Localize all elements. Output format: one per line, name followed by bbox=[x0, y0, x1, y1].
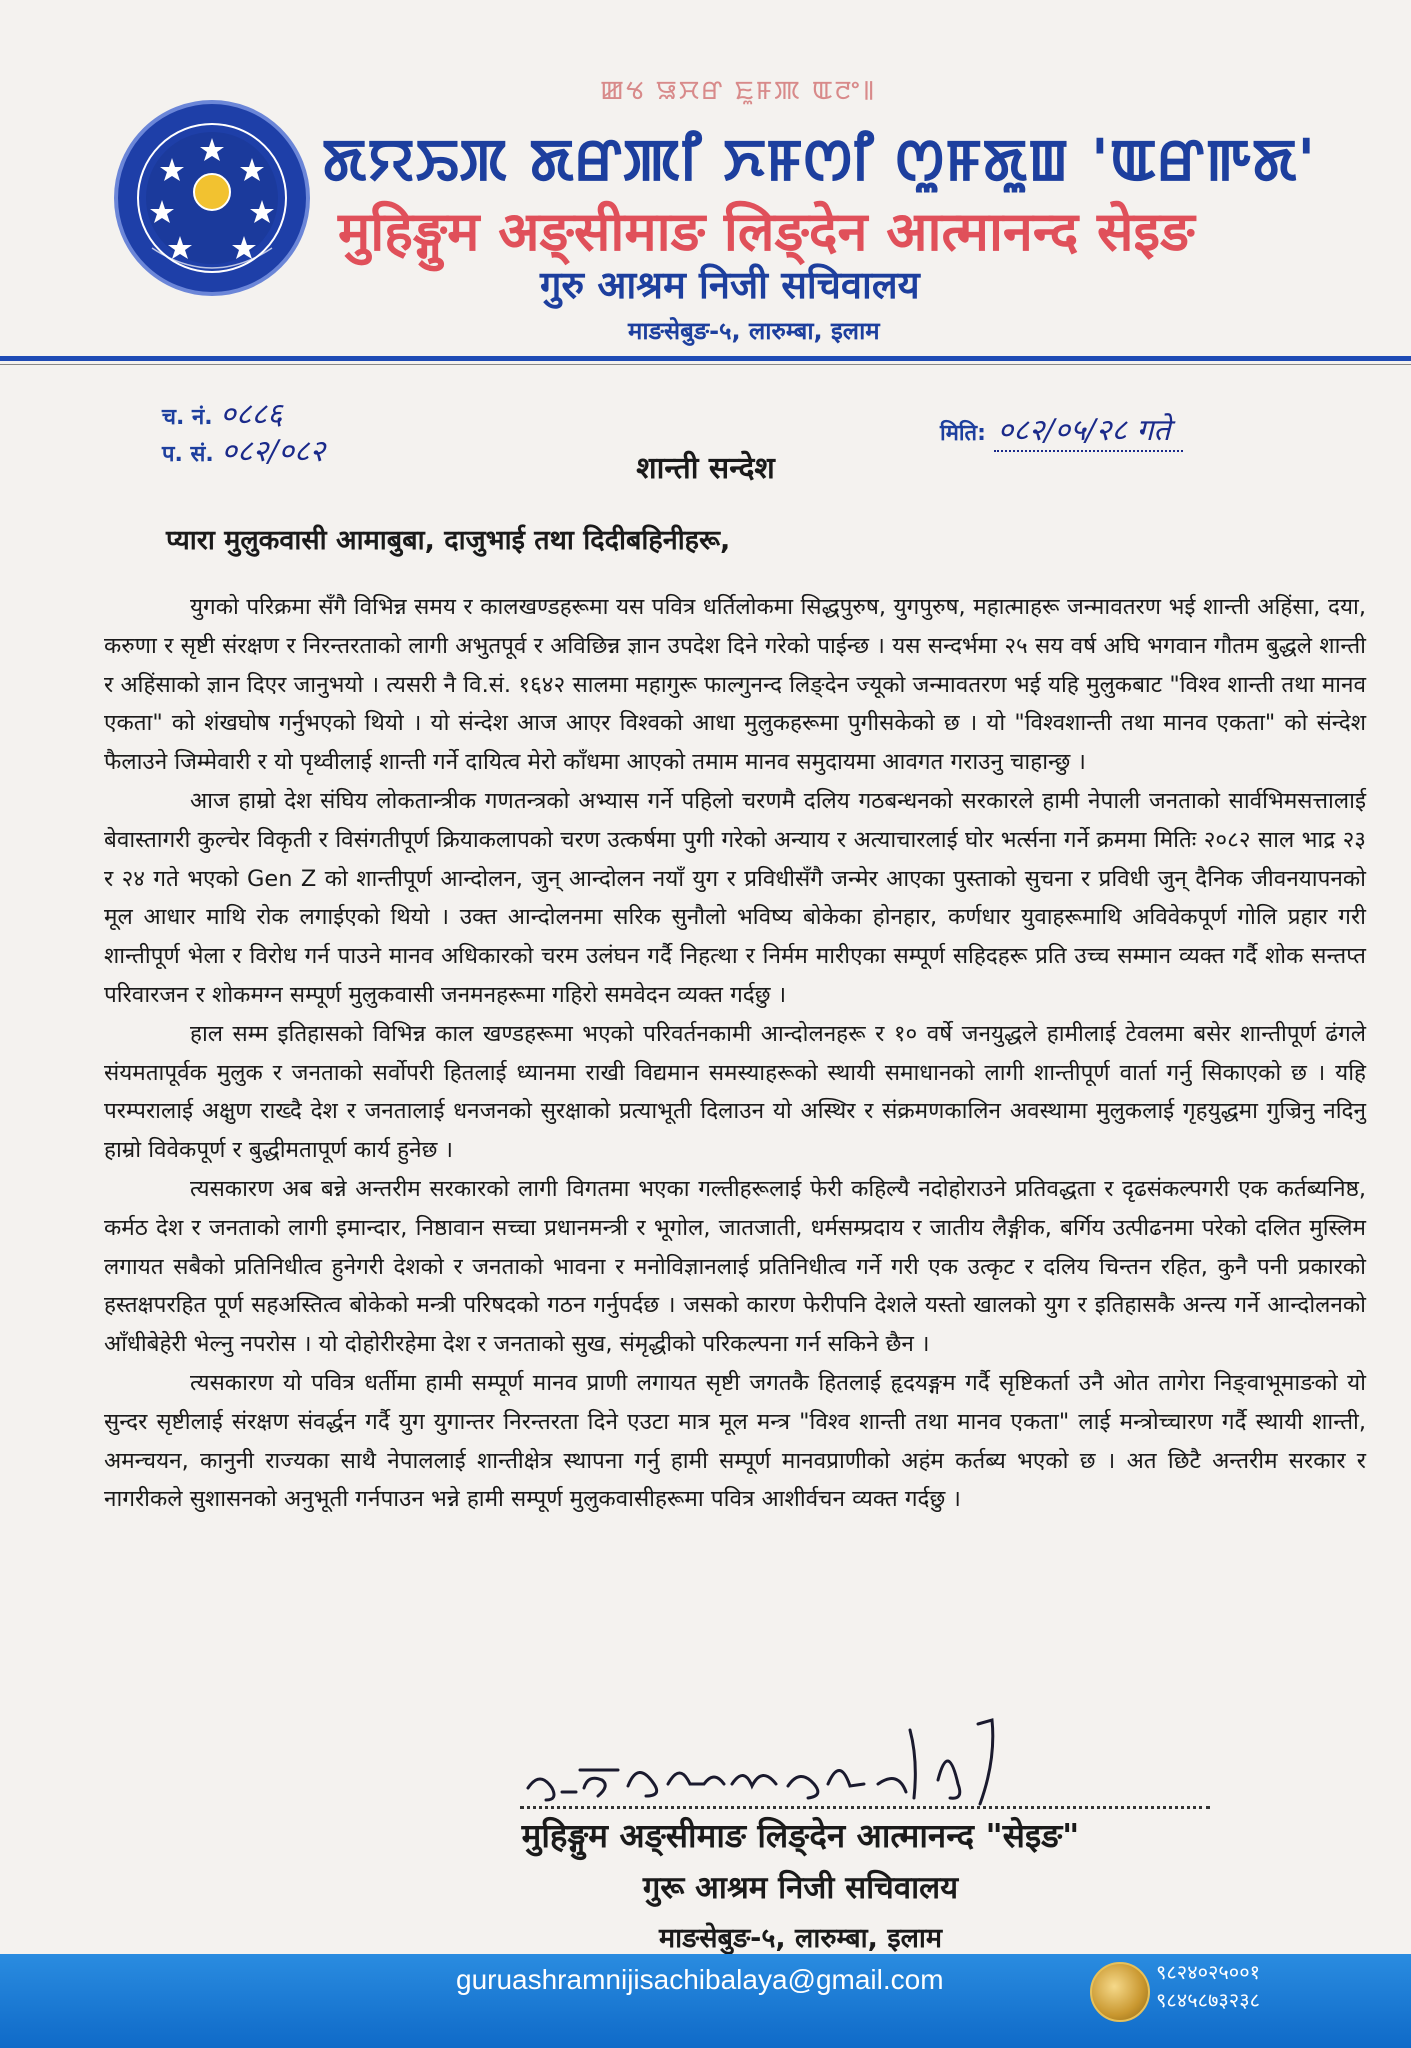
body-paragraph: युगको परिक्रमा सँगै विभिन्न समय र कालखण्डहरूमा यस पवित्र धर्तिलोकमा सिद्धपुरुष, युगपुरुष, महात्माहरू जन्मावतरण भई शान्ती अहिंसा, दया, करुणा र सृष्टी संरक्षण र निरन्तरताको लागी अभुतपूर्व र अविछिन्न ज्ञान उपदेश दिने गरेको पाईन्छ । यस सन्दर्भमा २५ सय वर्ष अघि भगवान गौतम बुद्धले शान्ती र अहिंसाको ज्ञान दिएर जानुभयो । त्यसरी नै वि.सं. १६४२ सालमा महागुरू फाल्गुनन्द लिङ्देन ज्यूको जन्मावतरण भई यहि मुलुकबाट "विश्व शान्ती तथा मानव एकता" को शंखघोष गर्नुभएको थियो । यो संन्देश आज आएर विश्वको आधा मुलुकहरूमा पुगीसकेको छ । यो "विश्वशान्ती तथा मानव एकता" को संन्देश फैलाउने जिम्मेवारी र यो पृथ्वीलाई शान्ती गर्ने दायित्व मेरो काँधमा आएको तमाम मानव समुदायमा आवगत गराउनु चाहान्छु । bbox=[104, 594, 1366, 776]
date-label: मिति: bbox=[940, 421, 986, 446]
ch-no-label: च. नं. bbox=[162, 405, 213, 430]
pa-sa-label: प. सं. bbox=[162, 442, 214, 467]
letterhead-script-name: ꯗꯌꯢꯞ ꯗꯔꯄꯤ ꯈꯝꯁꯤ ꯁꯨꯝꯗꯨꯡ 'ꯑꯔꯒꯗ' bbox=[322, 126, 1317, 194]
signature-line bbox=[520, 1806, 1210, 1809]
letterhead-divider-thin bbox=[0, 364, 1411, 365]
body-paragraph: त्यसकारण अब बन्ने अन्तरीम सरकारको लागी विगतमा भएका गल्तीहरूलाई फेरी कहिल्यै नदोहोराउने प्रतिवद्धता र दृढसंकल्पगरी एक कर्तब्यनिष्ठ, कर्मठ देश र जनताको लागी इमान्दार, निष्ठावान सच्चा प्रधानमन्त्री र भूगोल, जातजाती, धर्मसम्प्रदाय र जातीय लैङ्गीक, बर्गिय उत्पीढनमा परेको दलित मुस्लिम लगायत सबैको प्रतिनिधीत्व हुनेगरी देशको र जनताको भावना र मनोविज्ञानलाई प्रतिनिधीत्व गर्ने गरी एक उत्कृट र दलिय चिन्तन रहित, कुनै पनी प्रकारको हस्तक्षपरहित पूर्ण सहअस्तित्व बोकेको मन्त्री परिषदको गठन गर्नुपर्दछ । जसको कारण फेरीपनि देशले यस्तो खालको युग र इतिहासकै अन्त्य गर्ने आन्दोलनको आँधीबेहेरी भेल्नु नपरोस । यो दोहोरीरहेमा देश र जनताको सुख, संमृद्धीको परिकल्पना गर्न सकिने छैन । bbox=[104, 1175, 1366, 1358]
seal-emblem-icon bbox=[112, 98, 312, 298]
phone-1: ९८२४०२५००१ bbox=[1156, 1960, 1260, 1984]
footer-email: guruashramnijisachibalaya@gmail.com bbox=[456, 1964, 944, 1995]
letterhead-office: गुरु आश्रम निजी सचिवालय bbox=[540, 263, 920, 307]
ch-no-line bbox=[162, 398, 325, 435]
letter-body bbox=[104, 588, 1366, 1519]
pa-sa-value: ०८२/०८२ bbox=[221, 434, 326, 469]
gold-coin-icon bbox=[1090, 1962, 1150, 2022]
handwritten-signature-icon bbox=[518, 1700, 1218, 1820]
salutation: प्यारा मुलुकवासी आमाबुबा, दाजुभाई तथा दिदीबहिनीहरू, bbox=[166, 525, 731, 556]
ch-no-value: ०८८६ bbox=[220, 397, 283, 432]
date-line bbox=[940, 408, 1183, 449]
document-title: शान्ती सन्देश bbox=[636, 451, 775, 486]
letterhead-top-line: ꯀꯠ ꯎꯆꯔ ꯐꯨꯝꯄ ꯑꯂꯦ꯫ bbox=[600, 76, 877, 106]
letterhead-name: मुहिङ्गुम अङ्सीमाङ लिङ्देन आत्मानन्द सेइङ bbox=[338, 200, 1195, 263]
body-paragraph: हाल सम्म इतिहासको विभिन्न काल खण्डहरूमा भएको परिवर्तनकामी आन्दोलनहरू र १० वर्षे जनयुद्धले हामीलाई टेवलमा बसेर शान्तीपूर्ण ढंगले संयमतापूर्वक मुलुक र जनताको सर्वोपरी हितलाई ध्यानमा राखी विद्यमान समस्याहरूको स्थायी समाधानको लागी शान्तीपूर्ण वार्ता गर्नु सिकाएको छ । यहि परम्परालाई अक्षुण राख्दै देश र जनतालाई धनजनको सुरक्षाको प्रत्याभूती दिलाउन यो अस्थिर र संक्रमणकालिन अवस्थामा मुलुकलाई गृहयुद्धमा गुज्रिनु नदिनु हाम्रो विवेकपूर्ण र बुद्धीमतापूर्ण कार्य हुनेछ । bbox=[104, 1020, 1366, 1164]
footer-phones bbox=[1156, 1958, 1260, 2014]
date-value: ०८२/०५/२८ गते bbox=[994, 413, 1183, 452]
signatory-office: गुरू आश्रम निजी सचिवालय bbox=[642, 1870, 959, 1906]
letterhead-address: माङसेबुङ-५, लारुम्बा, इलाम bbox=[628, 317, 880, 345]
body-paragraph: आज हाम्रो देश संघिय लोकतान्त्रीक गणतन्त्रको अभ्यास गर्ने पहिलो चरणमै दलिय गठबन्धनको सरकारले हामी नेपाली जनताको सार्वभिमसत्तालाई बेवास्तागरी कुल्चेर विकृती र विसंगतीपूर्ण क्रियाकलापको चरण उत्कर्षमा पुगी गरेको अन्याय र अत्याचारलाई घोर भर्त्सना गर्ने क्रममा मितिः २०८२ साल भाद्र २३ र २४ गते भएको Gen Z को शान्तीपूर्ण आन्दोलन, जुन् आन्दोलन नयाँ युग र प्रविधीसँगै जन्मेर आएका पुस्ताको सुचना र प्रविधी जुन् दैनिक जीवनयापनको मूल आधार माथि रोक लगाईएको थियो । उक्त आन्दोलनमा सरिक सुनौलो भविष्य बोकेका होनहार, कर्णधार युवाहरूमाथि अविवेकपूर्ण गोलि प्रहार गरी शान्तीपूर्ण भेला र विरोध गर्न पाउने मानव अधिकारको चरम उलंघन गर्दै निहत्था र निर्मम मारीएका सम्पूर्ण सहिदहरू प्रति उच्च सम्मान व्यक्त गर्दै शोक सन्तप्त परिवारजन र शोकमग्न सम्पूर्ण मुलुकवासी जनमनहरूमा गहिरो समवेदन व्यक्त गर्दछु । bbox=[104, 787, 1366, 1008]
phone-2: ९८४५८७३२३८ bbox=[1156, 1988, 1260, 2012]
signatory-address: माङसेबुङ-५, लारुम्बा, इलाम bbox=[658, 1923, 943, 1954]
letterhead-divider bbox=[0, 356, 1411, 361]
body-paragraph: त्यसकारण यो पवित्र धर्तीमा हामी सम्पूर्ण मानव प्राणी लगायत सृष्टी जगतकै हितलाई हृदयङ्गम गर्दै सृष्टिकर्ता उनै ओत तागेरा निङ्वाभूमाङको यो सुन्दर सृष्टीलाई संरक्षण संवर्द्धन गर्दै युग युगान्तर निरन्तरता दिने एउटा मात्र मूल मन्त्र "विश्व शान्ती तथा मानव एकता" लाई मन्त्रोच्चारण गर्दै स्थायी शान्ती, अमन्चयन, कानुनी राज्यका साथै नेपाललाई शान्तीक्षेत्र स्थापना गर्नु हामी सम्पूर्ण मानवप्राणीको अहंम कर्तब्य भएको छ । अत छिटै अन्तरीम सरकार र नागरीकले सुशासनको अनुभूती गर्नपाउन भन्ने हामी सम्पूर्ण मुलुकवासीहरूमा पवित्र आशीर्वचन व्यक्त गर्दछु । bbox=[104, 1369, 1366, 1513]
signatory-name: मुहिङ्गुम अङ्सीमाङ लिङ्देन आत्मानन्द "सेइङ" bbox=[521, 1816, 1080, 1855]
